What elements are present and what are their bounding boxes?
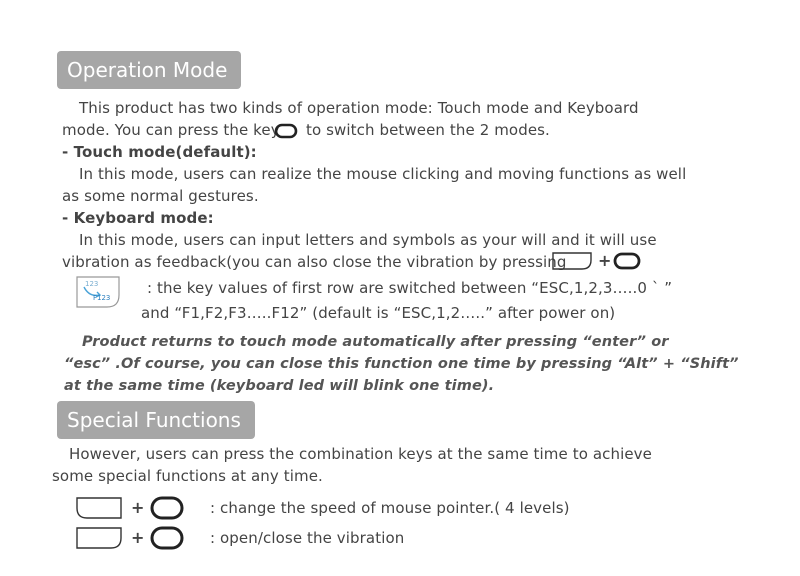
plus-sign: + <box>131 498 145 517</box>
touch-mode-line-1: In this mode, users can realize the mouse clicking and moving functions as well <box>79 165 687 183</box>
mode-key-icon <box>150 496 184 520</box>
keyboard-mode-title: - Keyboard mode: <box>62 209 214 227</box>
fn-switch-key-icon <box>75 275 121 309</box>
special-intro-line-2: some special functions at any time. <box>52 467 323 485</box>
touch-mode-line-2: as some normal gestures. <box>62 187 259 205</box>
combo-row <box>75 524 595 552</box>
switch-line-2: and “F1,F2,F3…..F12” (default is “ESC,1,2…..” after power on) <box>141 304 616 322</box>
intro-line-1: This product has two kinds of operation mode: Touch mode and Keyboard <box>79 99 639 117</box>
plus-sign: + <box>131 528 145 547</box>
special-functions-heading: Special Functions <box>57 401 255 439</box>
mode-key-icon <box>150 526 184 550</box>
plus-sign: + <box>598 251 612 270</box>
special-intro-line-1: However, users can press the combination keys at the same time to achieve <box>69 445 652 463</box>
vibration-key-icon <box>75 526 123 550</box>
fn-icon-bottom-label: F123 <box>93 294 111 302</box>
note-line-1: Product returns to touch mode automatically after pressing “enter” or <box>82 334 669 350</box>
combo-row <box>75 494 595 522</box>
operation-mode-heading: Operation Mode <box>57 51 241 89</box>
keyboard-mode-line-2: vibration as feedback(you can also close the vibration by pressing <box>62 253 567 271</box>
intro-line-2a: mode. You can press the key <box>62 121 280 139</box>
combo-description: : open/close the vibration <box>210 529 405 547</box>
combo-description: : change the speed of mouse pointer.( 4 levels) <box>210 499 570 517</box>
mode-key-icon <box>274 123 298 139</box>
note-line-3: at the same time (keyboard led will blink one time). <box>64 378 495 394</box>
switch-line-1: : the key values of first row are switched between “ESC,1,2,3…..0 ` ” <box>147 279 673 297</box>
mode-key-icon <box>613 252 641 270</box>
note-line-2: “esc” .Of course, you can close this function one time by pressing “Alt” + “Shift” <box>64 356 739 372</box>
fn-icon-top-label: 123 <box>85 280 99 288</box>
vibration-key-icon <box>551 251 593 271</box>
keyboard-mode-line-1: In this mode, users can input letters and symbols as your will and it will use <box>79 231 657 249</box>
left-key-icon <box>75 496 123 520</box>
intro-line-2b: to switch between the 2 modes. <box>306 121 550 139</box>
touch-mode-title: - Touch mode(default): <box>62 143 257 161</box>
